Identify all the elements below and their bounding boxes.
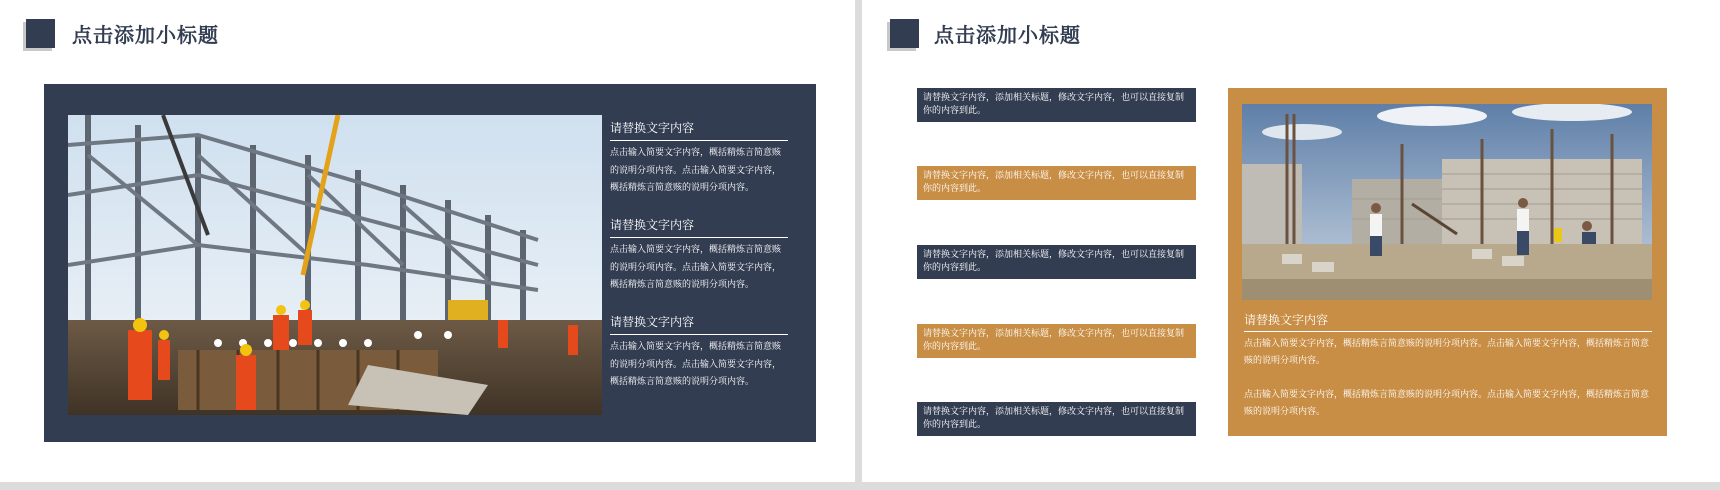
- text-block-1: [610, 120, 788, 198]
- text-bar-5[interactable]: 请替换文字内容，添加相关标题，修改文字内容，也可以直接复制你的内容到此。: [917, 402, 1196, 436]
- text-block-3: [610, 314, 788, 392]
- construction-workers-photo[interactable]: [1242, 104, 1652, 300]
- block-heading[interactable]: 请替换文字内容: [610, 120, 788, 141]
- slide-left: [0, 0, 855, 482]
- block-heading[interactable]: 请替换文字内容: [610, 217, 788, 238]
- title-marker: [890, 19, 919, 48]
- text-bar-2[interactable]: 请替换文字内容，添加相关标题，修改文字内容，也可以直接复制你的内容到此。: [917, 166, 1196, 200]
- panel-paragraph-1[interactable]: 点击输入简要文字内容，概括精炼言简意赅的说明分项内容。点击输入简要文字内容，概括精炼言简意赅的说明分项内容。: [1244, 339, 1650, 366]
- slide-right: [862, 0, 1720, 482]
- title-marker: [26, 19, 55, 48]
- block-body[interactable]: 点击输入简要文字内容，概括精炼言简意赅的说明分项内容。点击输入简要文字内容，概括精炼言简意赅的说明分项内容。: [610, 342, 782, 387]
- block-body[interactable]: 点击输入简要文字内容，概括精炼言简意赅的说明分项内容。点击输入简要文字内容，概括精炼言简意赅的说明分项内容。: [610, 148, 782, 193]
- block-body[interactable]: 点击输入简要文字内容，概括精炼言简意赅的说明分项内容。点击输入简要文字内容，概括精炼言简意赅的说明分项内容。: [610, 245, 782, 290]
- slide-title[interactable]: 点击添加小标题: [72, 23, 219, 47]
- construction-site-photo[interactable]: [68, 115, 602, 415]
- block-heading[interactable]: 请替换文字内容: [610, 314, 788, 335]
- text-bar-3[interactable]: 请替换文字内容，添加相关标题，修改文字内容，也可以直接复制你的内容到此。: [917, 245, 1196, 279]
- slide-title[interactable]: 点击添加小标题: [934, 23, 1081, 47]
- panel-heading[interactable]: 请替换文字内容: [1244, 312, 1652, 332]
- content-panel: [44, 84, 816, 442]
- text-bar-1[interactable]: 请替换文字内容，添加相关标题，修改文字内容，也可以直接复制你的内容到此。: [917, 88, 1196, 122]
- panel-paragraph-2[interactable]: 点击输入简要文字内容，概括精炼言简意赅的说明分项内容。点击输入简要文字内容，概括精炼言简意赅的说明分项内容。: [1244, 390, 1650, 417]
- content-panel: [1228, 88, 1667, 436]
- text-bar-4[interactable]: 请替换文字内容，添加相关标题，修改文字内容，也可以直接复制你的内容到此。: [917, 324, 1196, 358]
- text-block-2: [610, 217, 788, 295]
